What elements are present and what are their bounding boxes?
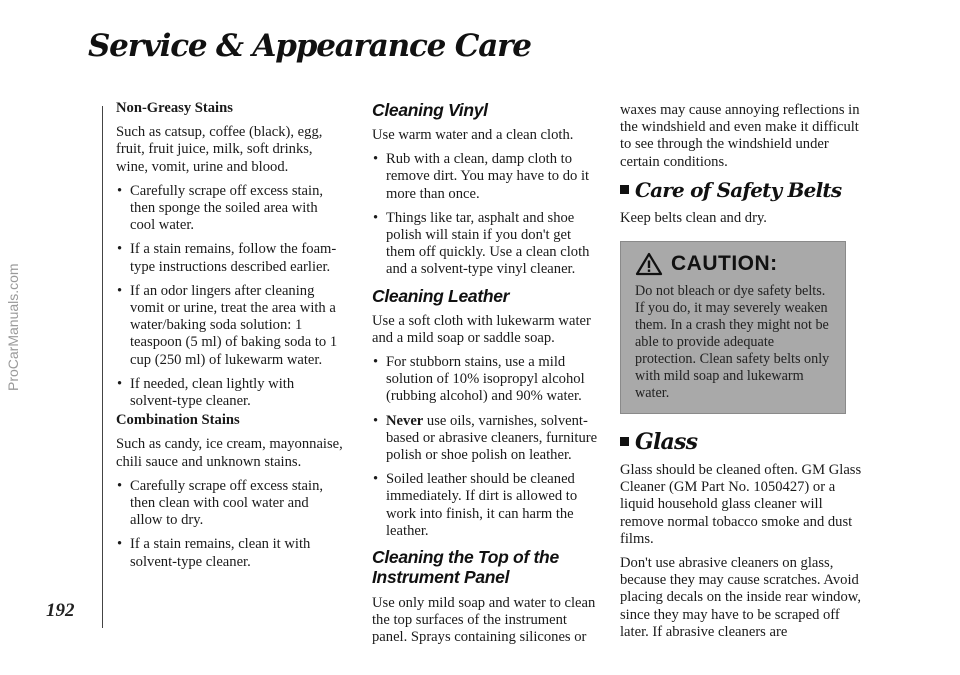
caution-title: CAUTION: [635,252,833,276]
combination-description: Such as candy, ice cream, mayonnaise, chili sauce and unknown stains. [116,436,343,470]
warning-triangle-icon [635,252,663,276]
combination-bullets [116,478,344,571]
column-1 [116,100,344,578]
gutter-rule [102,106,103,628]
safety-belts-text: Keep belts clean and dry. [620,209,767,226]
non-greasy-bullets [116,183,344,410]
bullet-item: • If a stain remains, follow the foam-type instructions described earlier. [117,241,337,275]
bullet-item: • Soiled leather should be cleaned immediately. If dirt is allowed to work into finish, it can harm the leather. [373,471,578,539]
section-square-icon [620,185,629,194]
cleaning-vinyl-heading: Cleaning Vinyl [372,100,488,120]
bullet-item: • Things like tar, asphalt and shoe polish will stain if you don't get them off quickly. Use a clean cloth and a solvent-type vinyl cleaner. [373,209,590,278]
instrument-panel-heading: Cleaning the Top of the Instrument Panel [372,547,559,588]
vinyl-intro: Use warm water and a clean cloth. [372,127,574,143]
bullet-item: • Never use oils, varnishes, solvent-based or abrasive cleaners, furniture polish or shoe polish on leather. [373,412,598,464]
leather-intro: Use a soft cloth with lukewarm water and a mild soap or saddle soap. [372,312,591,346]
instrument-panel-text: Use only mild soap and water to clean the top surfaces of the instrument panel. Sprays containing silicones or [372,595,596,646]
glass-heading: Glass [620,430,868,454]
non-greasy-description: Such as catsup, coffee (black), egg, fruit, fruit juice, milk, soft drinks, wine, vomit, urine and blood. [116,124,323,175]
section-square-icon [620,437,629,446]
bullet-item: • Rub with a clean, damp cloth to remove dirt. You may have to do it more than once. [373,151,590,202]
page-header: Service & Appearance Care [88,28,531,64]
glass-text-2: Don't use abrasive cleaners on glass, because they may cause scratches. Avoid placing decals on the inside rear window, since they may have to be scraped off later. If abrasive cleaners are [620,555,861,640]
side-watermark: ProCarManuals.com [5,263,21,392]
bullet-item: • Carefully scrape off excess stain, then sponge the soiled area with cool water. [117,182,324,234]
bullet-item: • If an odor lingers after cleaning vomit or urine, treat the area with a water/baking soda solution: 1 teaspoon (5 ml) of baking soda to 1 cup (250 ml) of lukewarm water. [117,282,338,368]
windshield-continuation: waxes may cause annoying reflections in the windshield and even make it difficult to see through the windshield under certain conditions. [620,102,860,170]
cleaning-leather-heading: Cleaning Leather [372,285,510,306]
column-3 [620,100,868,648]
column-2 [372,100,602,654]
page-number: 192 [46,600,75,621]
caution-text: Do not bleach or dye safety belts. If you do, it may severely weaken them. In a crash they might not be able to provide adequate protection. Clean safety belts only with mild soap and lukewarm water. [635,283,830,402]
bullet-item: • If needed, clean lightly with solvent-type cleaner. [117,375,295,410]
vinyl-bullets [372,151,602,278]
glass-text-1: Glass should be cleaned often. GM Glass Cleaner (GM Part No. 1050427) or a liquid household glass cleaner will remove normal tobacco smoke and dust films. [620,462,862,547]
never-emphasis: Never [386,412,424,429]
bullet-item: • Carefully scrape off excess stain, then clean with cool water and allow to dry. [117,477,324,529]
caution-box [620,241,846,414]
bullet-item: • For stubborn stains, use a mild solution of 10% isopropyl alcohol (rubbing alcohol) and 90% water. [373,354,585,405]
leather-bullets [372,354,602,540]
combination-stains-heading: Combination Stains [116,412,240,429]
non-greasy-stains-heading: Non-Greasy Stains [116,100,233,116]
bullet-item: • If a stain remains, clean it with solvent-type cleaner. [117,536,311,570]
safety-belts-heading: Care of Safety Belts [620,178,868,202]
